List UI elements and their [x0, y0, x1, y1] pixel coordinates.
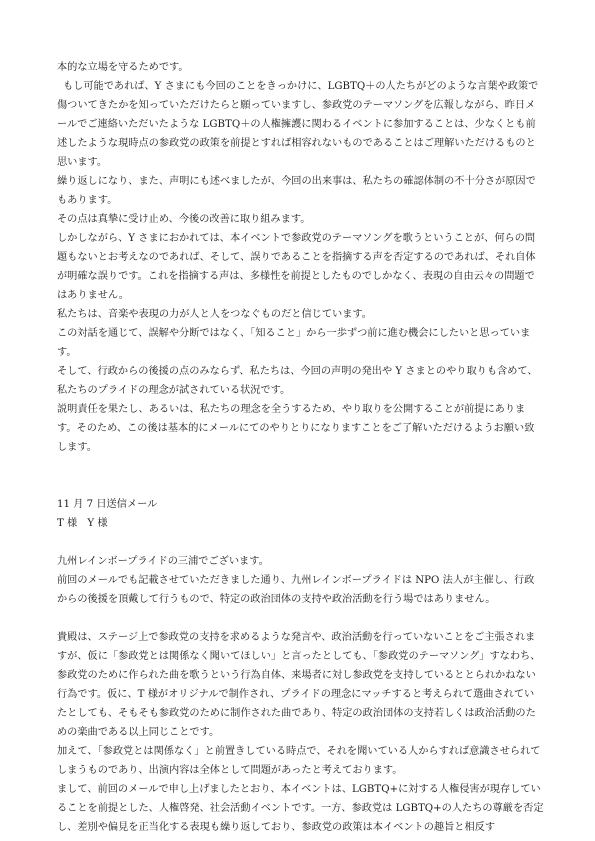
paragraph: まして、前回のメールで申し上げましたとおり、本イベントは、LGBTQ+に対する人権侵害が現存していることを前提とした、人権啓発、社会活動イベントです。一方、参政党は LGBTQ+の人たちの尊厳を否定し、差別や偏見を正当化する表現も繰り返しており、参政党の政策は本イベントの趣旨と相反す: [57, 784, 544, 833]
paragraph: 前回のメールでも記載させていただきました通り、九州レインボープライドは NPO 法人が主催し、行政からの後援を頂戴して行うもので、特定の政治団体の支持や政治活動を行う場ではありません。: [57, 575, 535, 605]
paragraph: もし可能であれば、Y さまにも今回のことをきっかけに、LGBTQ＋の人たちがどのような言葉や政策で傷ついてきたかを知っていただけたらと願っていますし、参政党のテーマソングを広報しながら、昨日メールでご連絡いただいたような LGBTQ＋の人権擁護に関わるイベントに参加することは、少なくとも前述したような現時点の参政党の政策を前提とすれば相容れないものであることはご理解いただけるものと思います。: [57, 81, 539, 168]
paragraph: 九州レインボープライドの三浦でございます。: [57, 556, 269, 567]
email-date-line: 11 月 7 日送信メール: [57, 499, 158, 510]
spacer: [57, 457, 544, 495]
paragraph: その点は真摯に受け止め、今後の改善に取り組みます。: [57, 214, 311, 225]
paragraph: しかしながら、Y さまにおかれては、本イベントで参政党のテーマソングを歌うということが、何らの問題もないとお考えなのであれば、そして、誤りであることを指摘する声を否定するのであれば、それ自体が明確な誤りです。これを指摘する声は、多様性を前提としたものでしかなく、表現の自由云々の問題ではありません。: [57, 233, 536, 301]
document-body: [57, 58, 544, 837]
email-recipients: T 様 Y 様: [57, 518, 108, 529]
paragraph: 加えて、「参政党とは関係なく」と前置きしている時点で、それを聞いている人からすれば意識させられてしまうものであり、出演内容は全体として問題があったと考えております。: [57, 746, 541, 776]
paragraph: 説明責任を果たし、あるいは、私たちの理念を全うするため、やり取りを公開することが前提にあります。そのため、この後は基本的にメールにてのやりとりになりますことをご了解いただけるようお願い致します。: [57, 404, 535, 453]
paragraph: そして、行政からの後援の点のみならず、私たちは、今回の声明の発出や Y さまとのやり取りも含めて、私たちのプライドの理念が試されている状況です。: [57, 366, 538, 396]
spacer: [57, 609, 544, 628]
paragraph: 本的な立場を守るためです。: [57, 62, 189, 73]
paragraph: この対話を通じて、誤解や分断ではなく、「知ること」から一歩ずつ前に進む機会にしたいと思っています。: [57, 328, 531, 358]
paragraph: 貴殿は、ステージ上で参政党の支持を求めるような発言や、政治活動を行っていないことをご主張されますが、仮に「参政党とは関係なく聞いてほしい」と言ったとしても、「参政党のテーマソング」すなわち、参政党のために作られた曲を歌うという行為自体、来場者に対し参政党を支持しているととられかねない行為です。仮に、T 様がオリジナルで制作され、プライドの理念にマッチすると考えられて選曲されていたとしても、そもそも参政党のために制作された曲であり、特定の政治団体の支持若しくは政治活動のための楽曲である以上同じことです。: [57, 632, 541, 738]
paragraph: 繰り返しになり、また、声明にも述べましたが、今回の出来事は、私たちの確認体制の不十分さが原因でもあります。: [57, 176, 536, 206]
spacer: [57, 533, 544, 552]
paragraph: 私たちは、音楽や表現の力が人と人をつなぐものだと信じています。: [57, 309, 372, 320]
